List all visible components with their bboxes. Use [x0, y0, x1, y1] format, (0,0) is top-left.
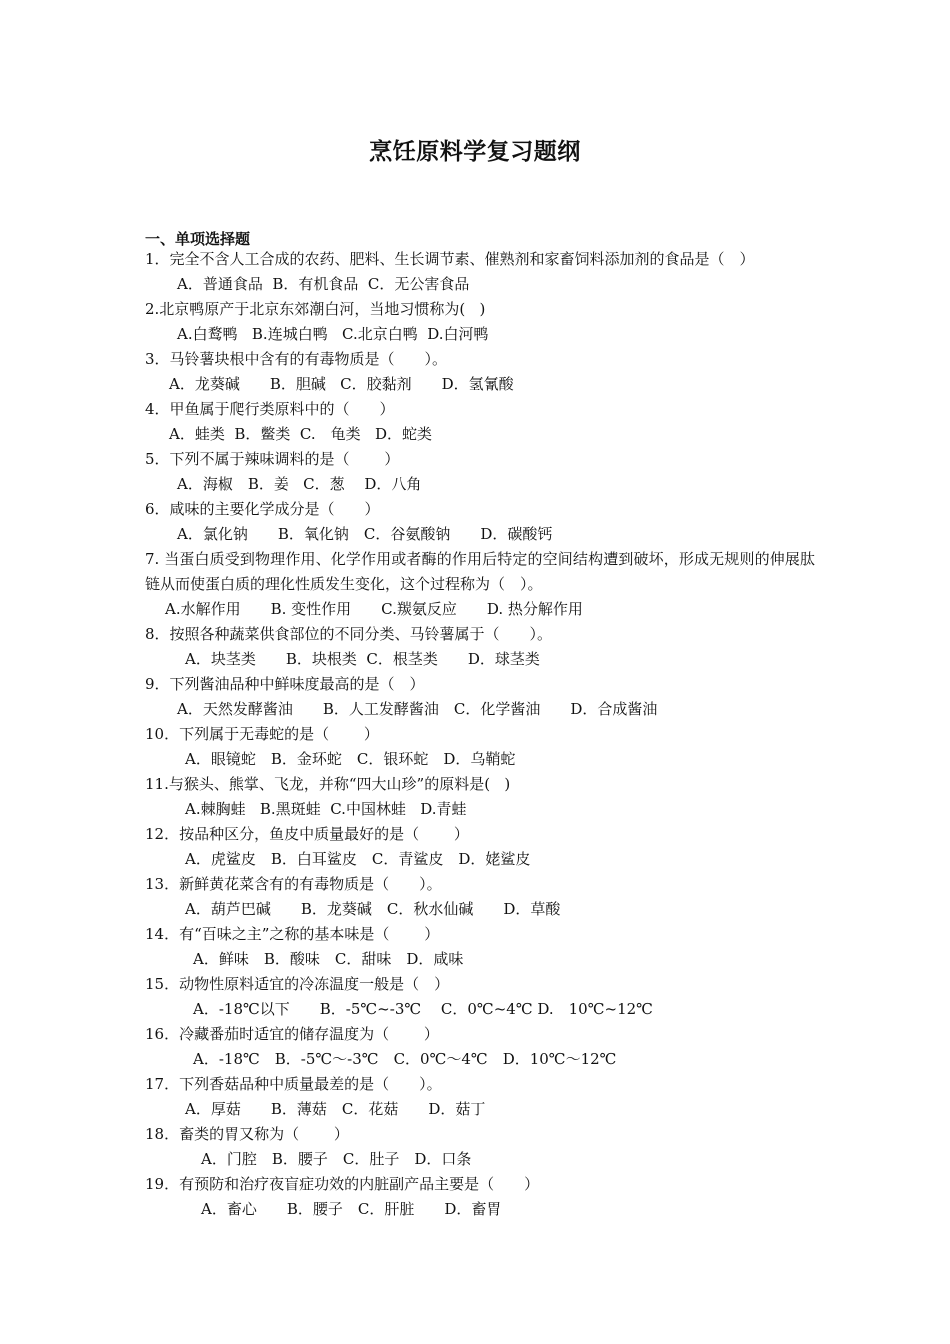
- option-line: A．虎鲨皮 B．白耳鲨皮 C．青鲨皮 D．姥鲨皮: [185, 850, 531, 868]
- option-line: A．块茎类 B．块根类 C．根茎类 D．球茎类: [185, 650, 540, 668]
- question-line: 19．有预防和治疗夜盲症功效的内脏副产品主要是（ ）: [145, 1175, 540, 1193]
- question-list: [145, 247, 815, 1222]
- option-line: A．-18℃以下 B．-5℃~-3℃ C．0℃~4℃ D. 10℃~12℃: [193, 1000, 653, 1018]
- option-line: A.水解作用 B. 变性作用 C.羰氨反应 D. 热分解作用: [165, 600, 583, 618]
- question-line: 10．下列属于无毒蛇的是（ ）: [145, 725, 379, 743]
- question-line: 2.北京鸭原产于北京东郊潮白河，当地习惯称为( ): [145, 300, 486, 318]
- option-line: A．普通食品 B．有机食品 C．无公害食品: [177, 275, 470, 293]
- option-line: A．蛙类 B．鳖类 C. 龟类 D．蛇类: [169, 425, 432, 443]
- question-line: 11.与猴头、熊掌、飞龙，并称“四大山珍”的原料是( ): [145, 775, 511, 793]
- question-line: 12．按品种区分，鱼皮中质量最好的是（ ）: [145, 825, 469, 843]
- option-line: A．龙葵碱 B．胆碱 C．胶黏剂 D．氢氰酸: [169, 375, 514, 393]
- question-line: 6．咸味的主要化学成分是（ ）: [145, 500, 380, 518]
- question-line: 14．有“百味之主”之称的基本味是（ ）: [145, 925, 440, 943]
- question-line: 7. 当蛋白质受到物理作用、化学作用或者酶的作用后特定的空间结构遭到破坏，形成无规则的伸展肽链从而使蛋白质的理化性质发生变化，这个过程称为（ ）。: [145, 550, 815, 593]
- page-title: 烹饪原料学复习题纲: [369, 139, 581, 165]
- option-line: A．海椒 B．姜 C．葱 D．八角: [177, 475, 422, 493]
- option-line: A．鲜味 B．酸味 C．甜味 D．咸味: [193, 950, 464, 968]
- option-line: A．眼镜蛇 B．金环蛇 C．银环蛇 D．乌鞘蛇: [185, 750, 516, 768]
- question-line: 4．甲鱼属于爬行类原料中的（ ）: [145, 400, 395, 418]
- option-line: A．门腔 B．腰子 C．肚子 D．口条: [201, 1150, 472, 1168]
- section-heading: 一、单项选择题: [145, 230, 251, 248]
- option-line: A．厚菇 B．薄菇 C．花菇 D．菇丁: [185, 1100, 486, 1118]
- question-line: 8．按照各种蔬菜供食部位的不同分类、马铃薯属于（ ）。: [145, 625, 553, 643]
- option-line: A．氯化钠 B．氧化钠 C．谷氨酸钠 D．碳酸钙: [177, 525, 553, 543]
- option-line: A．畜心 B．腰子 C．肝脏 D．畜胃: [201, 1200, 502, 1218]
- question-line: 15．动物性原料适宜的冷冻温度一般是（ ）: [145, 975, 450, 993]
- question-line: 17．下列香菇品种中质量最差的是（ ）。: [145, 1075, 442, 1093]
- question-line: 18．畜类的胃又称为（ ）: [145, 1125, 349, 1143]
- question-line: 9．下列酱油品种中鲜味度最高的是（ ）: [145, 675, 425, 693]
- question-line: 5．下列不属于辣味调料的是（ ）: [145, 450, 400, 468]
- question-line: 1．完全不含人工合成的农药、肥料、生长调节素、催熟剂和家畜饲料添加剂的食品是（ ）: [145, 250, 755, 268]
- option-line: A．葫芦巴碱 B．龙葵碱 C．秋水仙碱 D．草酸: [185, 900, 561, 918]
- question-line: 3．马铃薯块根中含有的有毒物质是（ ）。: [145, 350, 448, 368]
- option-line: A.棘胸蛙 B.黑斑蛙 C.中国林蛙 D.青蛙: [185, 800, 467, 818]
- question-line: 13．新鲜黄花菜含有的有毒物质是（ ）。: [145, 875, 442, 893]
- option-line: A．天然发酵酱油 B．人工发酵酱油 C．化学酱油 D．合成酱油: [177, 700, 658, 718]
- option-line: A.白鹜鸭 B.连城白鸭 C.北京白鸭 D.白河鸭: [177, 325, 489, 343]
- option-line: A．-18℃ B．-5℃～-3℃ C．0℃～4℃ D．10℃～12℃: [193, 1050, 617, 1068]
- question-line: 16．冷藏番茄时适宜的储存温度为（ ）: [145, 1025, 439, 1043]
